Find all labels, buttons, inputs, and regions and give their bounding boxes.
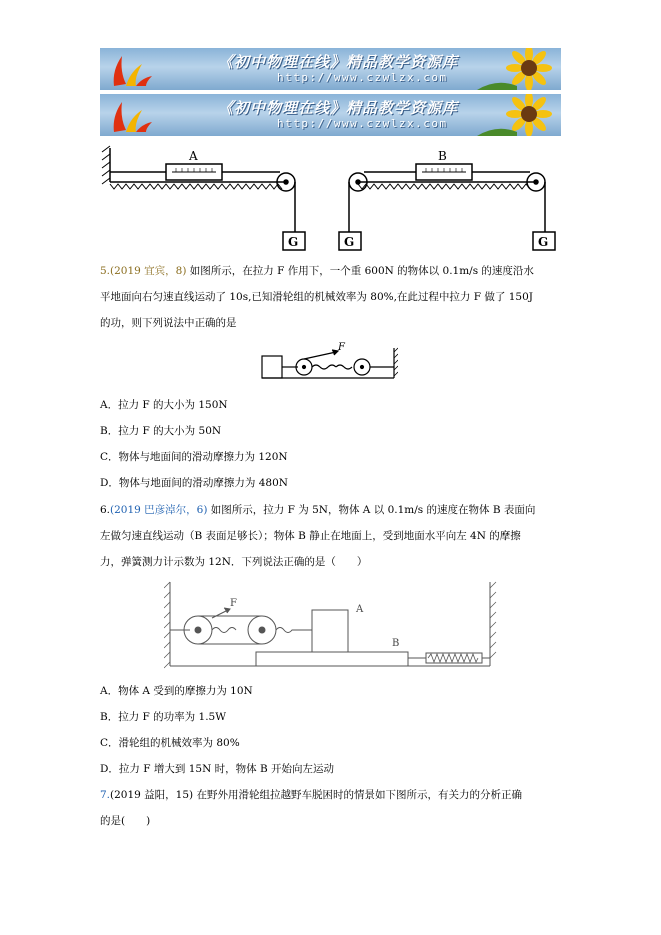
figure-spring-scales bbox=[100, 142, 562, 252]
q5-figure-f: F bbox=[338, 342, 345, 353]
banner-url: http://www.czwlzx.com bbox=[277, 71, 448, 84]
q6-line-1 bbox=[100, 497, 562, 523]
q7-line-2: 的是( ) bbox=[100, 815, 151, 827]
q6-line-2: 左做匀速直线运动（B 表面足够长）；物体 B 静止在地面上，受到地面水平向左 4N 的摩擦 bbox=[100, 530, 521, 542]
q7-source: (2019 益阳，15) bbox=[110, 789, 194, 801]
q6-option-c: C．滑轮组的机械效率为 80% bbox=[100, 737, 240, 749]
sunflower-icon bbox=[477, 94, 557, 136]
sunflower-icon bbox=[477, 48, 557, 90]
q5-option-b: B．拉力 F 的大小为 50N bbox=[100, 425, 222, 437]
q5-number: 5. bbox=[100, 265, 111, 277]
q5-option-a: A．拉力 F 的大小为 150N bbox=[100, 399, 228, 411]
q7-number: 7. bbox=[100, 789, 111, 801]
banner-title: 《初中物理在线》精品教学资源库 bbox=[218, 53, 459, 71]
header-banner-repeat bbox=[100, 94, 561, 136]
q5-text-1: 如图所示，在拉力 F 作用下，一个重 600N 的物体以 0.1m/s 的速度沿水 bbox=[186, 265, 534, 277]
label-b: B bbox=[438, 149, 447, 163]
question-6 bbox=[100, 497, 562, 575]
weight-label: G bbox=[344, 235, 355, 249]
q5-option-c: C．物体与地面间的滑动摩擦力为 120N bbox=[100, 451, 288, 463]
q6-option-a: A．物体 A 受到的摩擦力为 10N bbox=[100, 685, 253, 697]
weight-label: G bbox=[538, 235, 549, 249]
q5-line-3: 的功，则下列说法中正确的是 bbox=[100, 317, 237, 329]
q6-source: (2019 巴彦淖尔，6) bbox=[110, 504, 208, 516]
question-7 bbox=[100, 782, 562, 834]
q6-option-b: B．拉力 F 的功率为 1.5W bbox=[100, 711, 227, 723]
q5-line-1 bbox=[100, 258, 562, 284]
weight-label: G bbox=[288, 235, 299, 249]
q6-line-3: 力，弹簧测力计示数为 12N．下列说法正确的是（ ） bbox=[100, 556, 368, 568]
q6-option-d: D．拉力 F 增大到 15N 时，物体 B 开始向左运动 bbox=[100, 763, 334, 775]
logo-icon bbox=[108, 96, 154, 134]
q5-source: (2019 宜宾，8) bbox=[110, 265, 187, 277]
q6-number: 6. bbox=[100, 504, 111, 516]
q6-text-1: 如图所示，拉力 F 为 5N，物体 A 以 0.1m/s 的速度在物体 B 表面向 bbox=[207, 504, 536, 516]
label-a: A bbox=[189, 149, 198, 163]
q5-line-2: 平地面向右匀速直线运动了 10s,已知滑轮组的机械效率为 80%,在此过程中拉力 F 做了 150J bbox=[100, 291, 533, 303]
q6-figure-b: B bbox=[392, 638, 400, 649]
q7-text-1: 在野外用滑轮组拉越野车脱困时的情景如下图所示，有关力的分析正确 bbox=[193, 789, 522, 801]
figure-q5-pulley bbox=[258, 340, 398, 386]
question-5 bbox=[100, 258, 562, 336]
banner-title: 《初中物理在线》精品教学资源库 bbox=[218, 99, 459, 117]
q6-figure-a: A bbox=[356, 604, 364, 615]
q6-figure-f: F bbox=[230, 598, 237, 609]
header-banner bbox=[100, 48, 561, 90]
q7-line-1 bbox=[100, 782, 562, 808]
logo-icon bbox=[108, 50, 154, 88]
figure-q6-pulley bbox=[164, 578, 498, 674]
q5-option-d: D．物体与地面间的滑动摩擦力为 480N bbox=[100, 477, 288, 489]
banner-url: http://www.czwlzx.com bbox=[277, 117, 448, 130]
